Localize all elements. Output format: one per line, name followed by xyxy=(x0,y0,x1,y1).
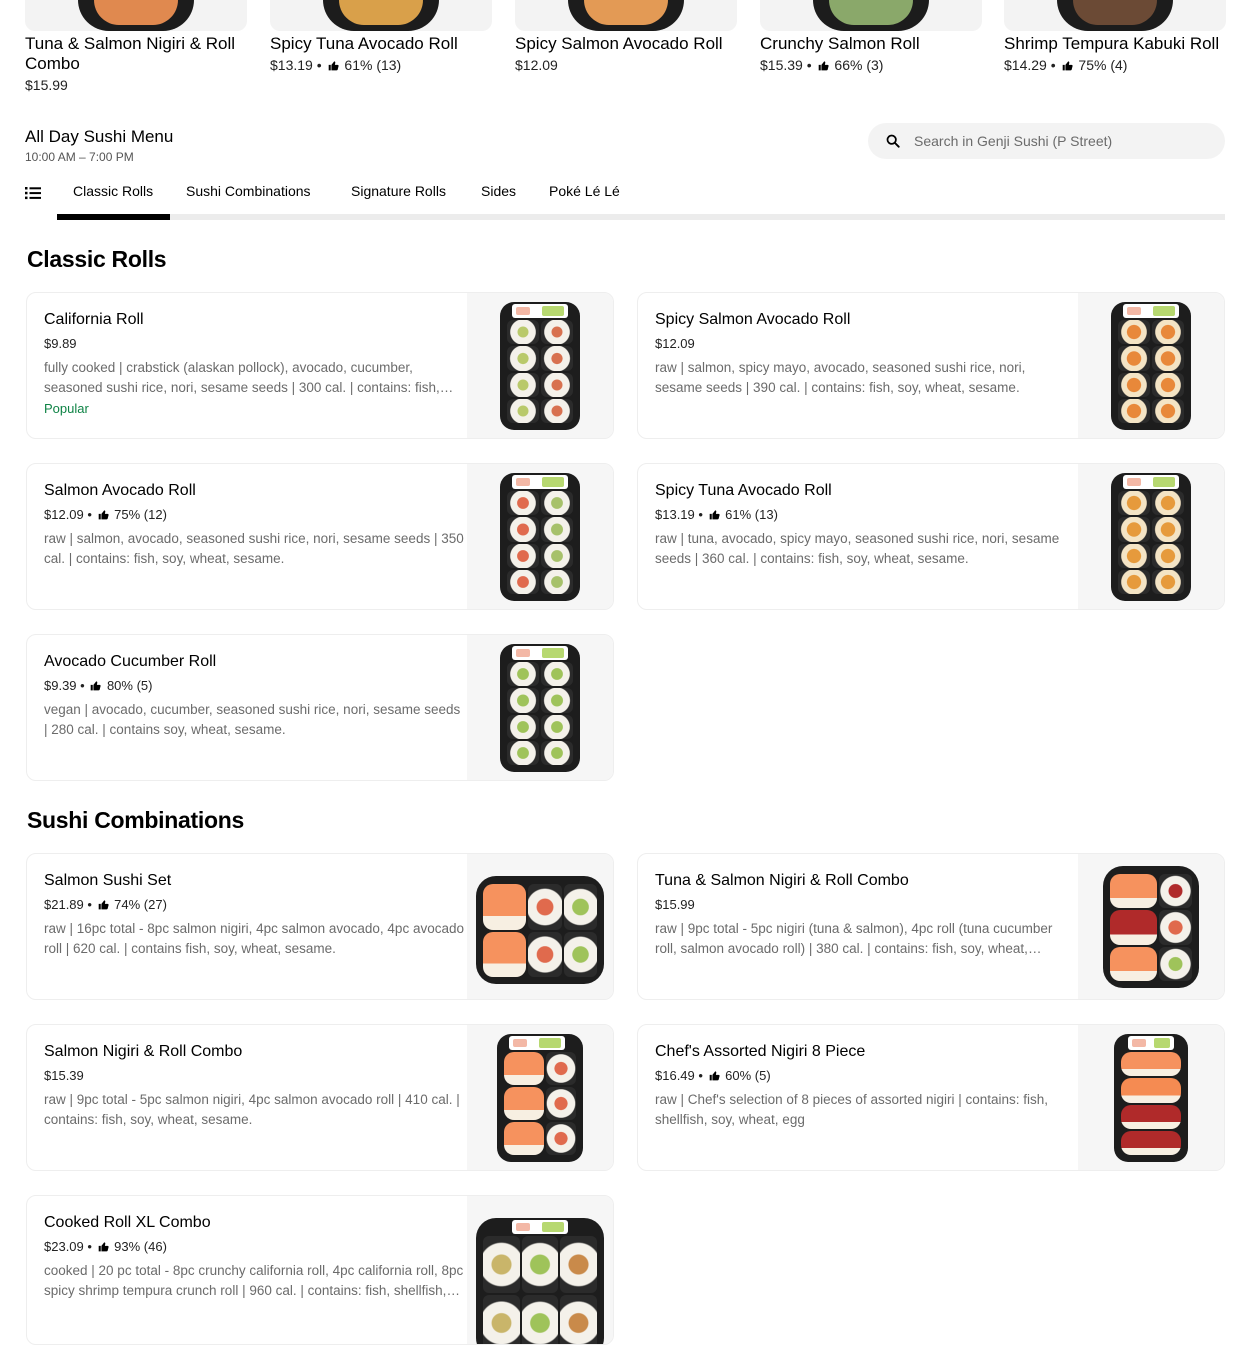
menu-item-price: $23.09 xyxy=(44,1239,84,1254)
menu-item-card[interactable] xyxy=(637,463,1225,610)
menu-item-rating: 74% (27) xyxy=(114,897,167,912)
thumbs-up-icon xyxy=(328,60,339,71)
menu-item-card[interactable] xyxy=(26,292,614,439)
menu-item-meta: $12.09 • 75% (12) xyxy=(44,507,167,522)
featured-items-carousel xyxy=(0,0,1250,110)
featured-item-image[interactable] xyxy=(25,0,247,31)
menu-item-price: $21.89 xyxy=(44,897,84,912)
menu-item-image xyxy=(467,635,613,781)
menu-item-name: Spicy Tuna Avocado Roll xyxy=(655,482,832,499)
featured-item[interactable] xyxy=(25,0,247,94)
menu-item-rating: 61% (13) xyxy=(725,507,778,522)
menu-item-meta: $9.39 • 80% (5) xyxy=(44,678,153,693)
menu-item-card[interactable] xyxy=(26,1024,614,1171)
featured-item-name: Spicy Salmon Avocado Roll xyxy=(515,34,723,53)
menu-item-meta: $13.19 • 61% (13) xyxy=(655,507,778,522)
menu-item-image xyxy=(467,1025,613,1171)
menu-item-name: Salmon Avocado Roll xyxy=(44,482,196,499)
menu-item-price: $13.19 xyxy=(655,507,695,522)
menu-item-description: raw | tuna, avocado, spicy mayo, seasoned sushi rice, nori, sesame seeds | 360 cal. | contains: fish, soy, wheat, sesame. xyxy=(655,531,1060,566)
featured-item[interactable] xyxy=(1004,0,1226,74)
menu-item-price: $9.89 xyxy=(44,336,77,351)
menu-item-meta: $16.49 • 60% (5) xyxy=(655,1068,771,1083)
menu-item-rating: 60% (5) xyxy=(725,1068,771,1083)
featured-item-meta: $13.19 • 61% (13) xyxy=(270,57,402,73)
menu-item-rating: 93% (46) xyxy=(114,1239,167,1254)
active-tab-indicator xyxy=(57,214,170,220)
menu-item-image xyxy=(467,1196,613,1345)
menu-item-price: $12.09 xyxy=(655,336,695,351)
menu-hours: 10:00 AM – 7:00 PM xyxy=(25,150,134,164)
featured-item-price: $15.39 xyxy=(760,57,803,73)
thumbs-up-icon xyxy=(98,899,109,910)
menu-item-name: Salmon Nigiri & Roll Combo xyxy=(44,1043,243,1060)
tab-poke-le-le[interactable]: Poké Lé Lé xyxy=(549,183,620,199)
menu-item-price: $15.99 xyxy=(655,897,695,912)
menu-item-description: raw | 9pc total - 5pc salmon nigiri, 4pc salmon avocado roll | 410 cal. | contains: fish, soy, wheat, sesame. xyxy=(44,1092,460,1127)
section-title: Sushi Combinations xyxy=(27,807,244,833)
featured-item-image[interactable] xyxy=(1004,0,1226,31)
featured-item[interactable] xyxy=(270,0,492,74)
featured-item-price: $12.09 xyxy=(515,57,558,73)
popular-badge: Popular xyxy=(44,401,89,416)
menu-item-image xyxy=(1078,1025,1224,1171)
menu-item-meta: $23.09 • 93% (46) xyxy=(44,1239,167,1254)
featured-item-meta: $14.29 • 75% (4) xyxy=(1004,57,1128,73)
menu-item-price: $16.49 xyxy=(655,1068,695,1083)
category-list-icon[interactable] xyxy=(25,186,41,200)
section-title: Classic Rolls xyxy=(27,246,167,272)
featured-item-price: $14.29 xyxy=(1004,57,1047,73)
menu-item-name: Salmon Sushi Set xyxy=(44,872,172,889)
menu-item-description: raw | Chef's selection of 8 pieces of assorted nigiri | contains: fish, shellfish, soy, wheat, egg xyxy=(655,1092,1049,1127)
menu-title: All Day Sushi Menu xyxy=(25,127,174,146)
menu-item-price: $15.39 xyxy=(44,1068,84,1083)
menu-item-card[interactable] xyxy=(637,1024,1225,1171)
featured-item-rating: 61% (13) xyxy=(344,57,402,73)
menu-item-image xyxy=(1078,293,1224,439)
tab-bar-track xyxy=(57,214,1225,220)
featured-item[interactable] xyxy=(760,0,982,74)
menu-item-name: Spicy Salmon Avocado Roll xyxy=(655,311,851,328)
thumbs-up-icon xyxy=(90,680,101,691)
tab-sushi-combinations[interactable]: Sushi Combinations xyxy=(186,183,311,199)
menu-item-rating: 80% (5) xyxy=(106,678,153,693)
menu-item-image xyxy=(467,464,613,610)
menu-item-description: vegan | avocado, cucumber, seasoned sushi rice, nori, sesame seeds | 280 cal. | contains soy, wheat, sesame. xyxy=(44,702,461,737)
thumbs-up-icon xyxy=(98,509,109,520)
menu-item-name: Cooked Roll XL Combo xyxy=(44,1214,211,1231)
menu-item-image xyxy=(1078,464,1224,610)
menu-item-name: Tuna & Salmon Nigiri & Roll Combo xyxy=(655,872,909,889)
thumbs-up-icon xyxy=(98,1241,109,1252)
tab-signature-rolls[interactable]: Signature Rolls xyxy=(351,183,446,199)
menu-item-card[interactable] xyxy=(26,634,614,781)
menu-item-description: raw | 9pc total - 5pc nigiri (tuna & salmon), 4pc roll (tuna cucumber roll, salmon avocado roll) | 380 cal. | contains: fish, soy, wheat, xyxy=(655,921,1053,956)
menu-item-description: raw | salmon, avocado, seasoned sushi rice, nori, sesame seeds | 350 cal. | contains: fish, soy, wheat, sesame. xyxy=(44,531,464,566)
menu-item-image xyxy=(467,293,613,439)
search-input[interactable] xyxy=(914,123,1214,159)
menu-item-rating: 75% (12) xyxy=(114,507,167,522)
menu-item-card[interactable] xyxy=(26,853,614,1000)
featured-item-name: Crunchy Salmon Roll xyxy=(760,34,920,53)
featured-item-price: $13.19 xyxy=(270,57,313,73)
featured-item-name: Tuna & Salmon Nigiri & Roll Combo xyxy=(25,34,236,73)
tab-sides[interactable]: Sides xyxy=(481,183,517,199)
featured-item-image[interactable] xyxy=(760,0,982,31)
menu-item-price: $9.39 xyxy=(44,678,77,693)
featured-item-name: Shrimp Tempura Kabuki Roll xyxy=(1004,34,1220,53)
featured-item-price: $15.99 xyxy=(25,77,68,93)
thumbs-up-icon xyxy=(709,1070,720,1081)
thumbs-up-icon xyxy=(709,509,720,520)
menu-item-name: California Roll xyxy=(44,311,144,328)
tab-classic-rolls[interactable]: Classic Rolls xyxy=(73,183,154,199)
featured-item[interactable] xyxy=(515,0,737,74)
menu-item-card[interactable] xyxy=(26,463,614,610)
search-icon xyxy=(886,134,900,148)
menu-item-meta: $21.89 • 74% (27) xyxy=(44,897,167,912)
featured-item-image[interactable] xyxy=(515,0,737,31)
menu-item-price: $12.09 xyxy=(44,507,84,522)
featured-item-image[interactable] xyxy=(270,0,492,31)
menu-item-card[interactable] xyxy=(637,853,1225,1000)
menu-item-name: Avocado Cucumber Roll xyxy=(44,653,217,670)
featured-item-rating: 75% (4) xyxy=(1078,57,1128,73)
menu-item-image xyxy=(1078,854,1224,1000)
featured-item-name: Spicy Tuna Avocado Roll xyxy=(270,34,458,53)
menu-item-description: raw | salmon, spicy mayo, avocado, seasoned sushi rice, nori, sesame seeds | 390 cal. | contains: fish, soy, wheat, sesame. xyxy=(655,360,1026,395)
menu-item-description: raw | 16pc total - 8pc salmon nigiri, 4pc salmon avocado, 4pc avocado roll | 620 cal. | contains fish, soy, wheat, sesame. xyxy=(44,921,464,956)
menu-item-card[interactable] xyxy=(637,292,1225,439)
thumbs-up-icon xyxy=(1062,60,1073,71)
menu-item-name: Chef's Assorted Nigiri 8 Piece xyxy=(655,1043,866,1060)
menu-item-description: fully cooked | crabstick (alaskan pollock), avocado, cucumber, seasoned sushi rice, nori, sesame seeds | 300 cal. | contains: fish, xyxy=(44,360,440,395)
thumbs-up-icon xyxy=(818,60,829,71)
featured-item-meta: $15.39 • 66% (3) xyxy=(760,57,884,73)
featured-item-rating: 66% (3) xyxy=(834,57,884,73)
menu-search[interactable] xyxy=(868,123,1225,159)
menu-item-description: cooked | 20 pc total - 8pc crunchy california roll, 4pc california roll, 8pc spicy shrimp tempura crunch roll | 960 cal. | contains: fish, shellfish, xyxy=(44,1263,464,1298)
menu-item-card[interactable] xyxy=(26,1195,614,1345)
menu-item-image xyxy=(467,854,613,1000)
